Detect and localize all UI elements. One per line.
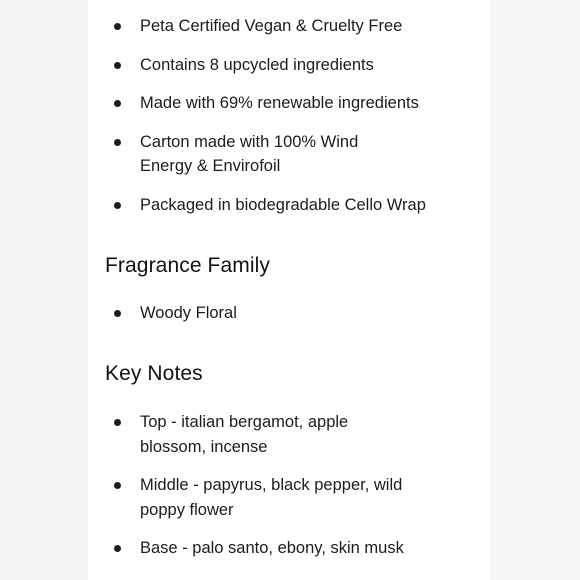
bullet-icon [114,62,121,69]
list-item-text: Carton made with 100% Wind Energy & Envirofoil [140,132,359,175]
bullet-icon [114,310,121,317]
list-item [88,130,468,179]
left-margin [0,0,88,580]
key-notes-heading: Key Notes [105,362,203,385]
list-item-text: Woody Floral [140,304,237,322]
list-item-text: Packaged in biodegradable Cello Wrap [140,195,426,214]
list-item [88,410,468,459]
fragrance-family-heading: Fragrance Family [105,254,270,277]
list-item [88,91,468,116]
bullet-icon [114,100,121,107]
list-item [88,53,468,78]
sustainability-list [88,14,468,231]
list-item-text: Middle - papyrus, black pepper, wild poppy flower [140,476,403,519]
bullet-icon [114,545,121,552]
key-notes-list [88,410,468,575]
list-item-text: Base - palo santo, ebony, skin musk [140,539,404,557]
right-margin [490,0,580,580]
list-item [88,14,468,39]
bullet-icon [114,139,121,146]
bullet-icon [114,419,121,426]
list-item [88,473,468,522]
list-item [88,536,468,561]
bullet-icon [114,202,121,209]
bullet-icon [114,23,121,30]
list-item-text: Made with 69% renewable ingredients [140,94,419,112]
product-details-panel [88,0,490,580]
list-item [88,193,468,218]
fragrance-family-list [88,301,468,326]
list-item-text: Top - italian bergamot, apple blossom, incense [140,413,349,456]
list-item-text: Contains 8 upcycled ingredients [140,55,374,74]
list-item [88,301,468,326]
list-item-text: Peta Certified Vegan & Cruelty Free [140,17,403,35]
bullet-icon [114,482,121,489]
